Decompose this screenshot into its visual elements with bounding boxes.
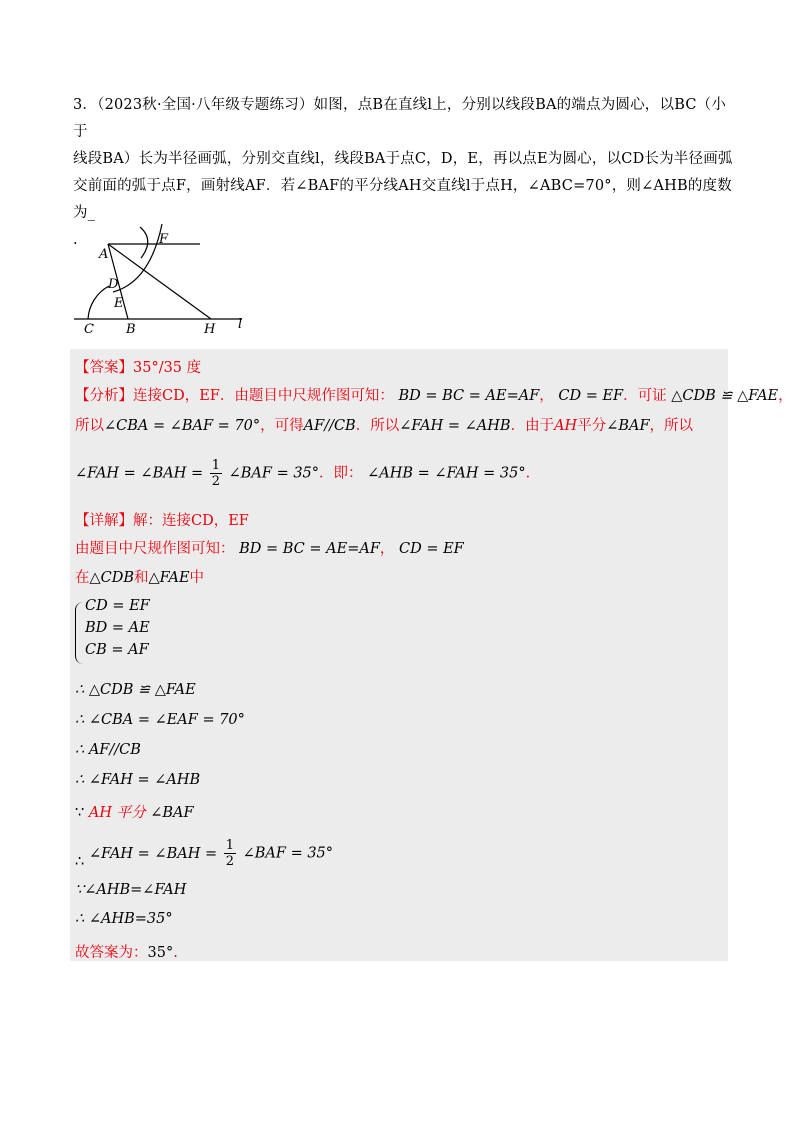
frac-denominator: 2 (211, 474, 221, 489)
frac-numerator: 1 (225, 838, 235, 853)
math-expr: △CDB ≌ △FAE (671, 388, 779, 404)
fraction-half (224, 838, 236, 869)
detail-step-because (75, 801, 194, 822)
math-expr: ∠BAF = 35° (228, 465, 320, 482)
detail-line-3 (75, 566, 204, 587)
label-l: l (238, 317, 243, 332)
detail-text: 在 (75, 570, 90, 586)
detail-text: 由题目中尺规作图可知： (75, 541, 235, 557)
analysis-text: 连接CD，EF．由题目中尺规作图可知： (133, 388, 394, 404)
detail-step: ∴ AF//CB (75, 742, 141, 758)
frac-denominator: 2 (225, 854, 235, 869)
detail-text: ， (379, 541, 395, 557)
system-row: BD = AE (85, 620, 150, 636)
final-answer-line (75, 941, 178, 962)
detail-step-half (75, 838, 333, 869)
analysis-text: ，可得 (260, 418, 304, 434)
detail-step: ∵∠AHB=∠FAH (75, 882, 187, 898)
detail-step: ∴ ∠FAH = ∠AHB (75, 772, 201, 788)
label-d: D (108, 277, 119, 292)
detail-line-2 (75, 537, 464, 558)
final-answer-label: 故答案为： (75, 945, 148, 961)
analysis-text: 平分 (577, 418, 607, 434)
analysis-text: 所以 (75, 418, 104, 434)
question-line-2: 线段BA）长为半径画弧，分别交直线l，线段BA于点C，D，E，再以点E为圆心，以CD长为半径画弧 (73, 151, 733, 167)
math-expr: ∠AHB = ∠FAH = 35° (367, 465, 526, 482)
answer-value: 35°/35 度 (133, 360, 202, 376)
because-symbol: ∵ (75, 805, 85, 821)
question-line-1: 3．（2023秋·全国·八年级专题练习）如图，点B在直线l上，分别以线段BA的端点为圆心，以BC（小于 (73, 97, 727, 140)
math-expr: BD = BC = AE=AF (239, 541, 380, 557)
arc-b (88, 286, 109, 319)
frac-numerator: 1 (211, 458, 221, 473)
detail-tag: 【详解】 (75, 513, 133, 529)
label-a: A (99, 247, 109, 262)
analysis-text: AH (554, 418, 578, 434)
detail-text: 中 (189, 570, 205, 586)
math-expr: △FAE (148, 570, 190, 586)
math-expr: CD = EF (399, 541, 464, 557)
math-expr: CD = EF (558, 388, 624, 404)
analysis-text: ．即： (319, 465, 363, 482)
math-expr: ∠CBA = ∠BAF = 70° (104, 418, 261, 434)
math-expr: ∠FAH = ∠BAH = (75, 465, 204, 482)
analysis-tag: 【分析】 (75, 388, 133, 404)
label-h: H (204, 322, 216, 337)
answer-line (75, 356, 201, 377)
fraction-half (210, 458, 222, 489)
detail-text: 和 (134, 570, 149, 586)
detail-line-1 (75, 509, 249, 530)
math-expr: BD = BC = AE=AF (398, 388, 540, 404)
math-expr: ∠BAF (606, 418, 650, 434)
analysis-text: ．可证 (623, 388, 667, 404)
label-e: E (114, 296, 124, 311)
final-answer-end: . (173, 945, 178, 961)
label-c: C (84, 322, 94, 337)
answer-block (70, 349, 728, 961)
analysis-text: ．所以 (355, 418, 400, 434)
therefore-symbol: ∴ (75, 854, 85, 870)
detail-step: ∴ △CDB ≌ △FAE (75, 682, 196, 698)
math-expr: ∠FAH = ∠BAH = (89, 845, 218, 862)
label-b: B (126, 322, 136, 337)
analysis-text: ．由于 (510, 418, 555, 434)
final-answer-value: 35° (147, 945, 174, 961)
math-expr: ∠BAF = 35° (242, 845, 334, 862)
analysis-text: ． (525, 465, 541, 482)
math-expr: AF//CB (303, 418, 356, 434)
analysis-line-2 (75, 414, 693, 435)
detail-step: ∴ ∠AHB=35° (75, 911, 173, 927)
arc-e (140, 227, 148, 258)
geometry-figure (70, 222, 260, 342)
math-expr: △CDB (89, 570, 135, 586)
answer-tag: 【答案】 (75, 360, 133, 376)
analysis-line-1 (75, 384, 793, 405)
detail-text: 解：连接CD，EF (133, 513, 249, 529)
system-brace (75, 602, 84, 664)
analysis-text: ， (539, 388, 554, 404)
analysis-line-3 (75, 458, 540, 489)
label-f: F (159, 232, 169, 247)
question-line-3: 交前面的弧于点F，画射线AF．若∠BAF的平分线AH交直线l于点H，∠ABC=70°，则∠AHB的度数为_ (73, 178, 732, 221)
system-row: CD = EF (85, 598, 150, 614)
system-row: CB = AF (85, 642, 149, 658)
analysis-text: ，所以 (649, 418, 694, 434)
math-expr: ∠FAH = ∠AHB (399, 418, 511, 434)
detail-text: AH 平分 (88, 805, 146, 821)
equation-system (75, 598, 150, 664)
math-expr: ∠BAF (150, 805, 194, 821)
detail-step: ∴ ∠CBA = ∠EAF = 70° (75, 712, 245, 728)
arc-a (113, 224, 162, 292)
question-line-4: . (73, 232, 78, 248)
analysis-text: ， (778, 388, 793, 404)
